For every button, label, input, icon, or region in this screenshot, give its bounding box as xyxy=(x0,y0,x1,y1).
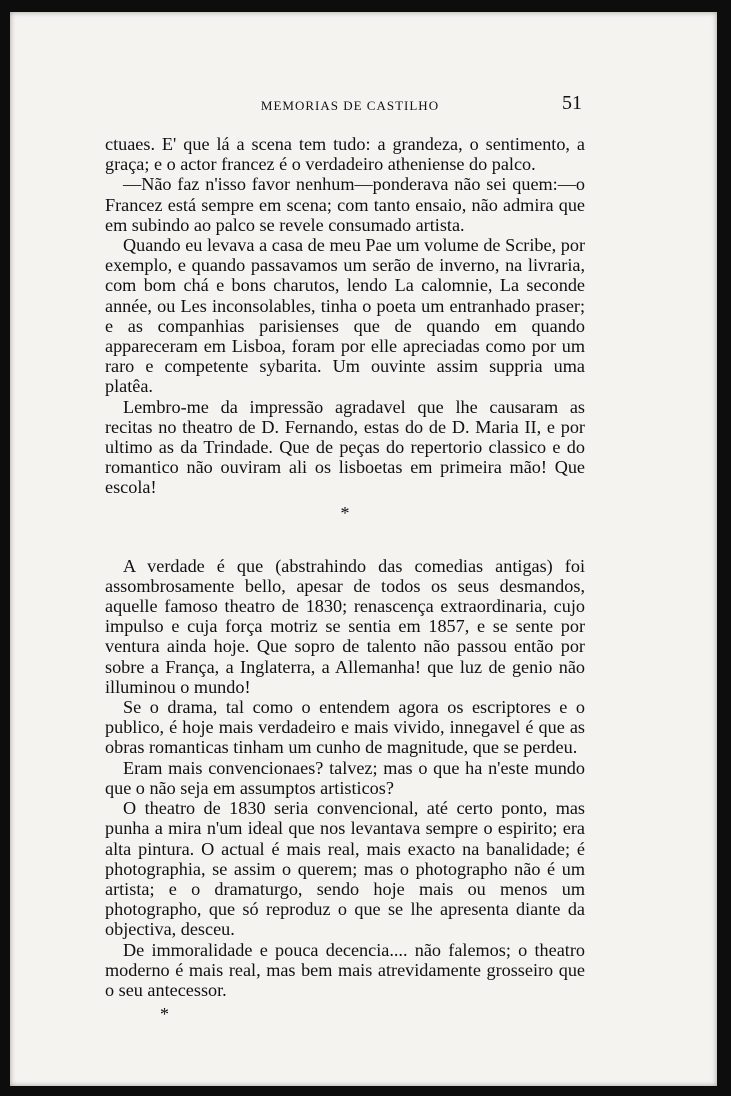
paragraph: Eram mais convencionaes? talvez; mas o que ha n'este mundo que o não seja em assumptos artisticos? xyxy=(105,757,585,798)
book-page xyxy=(10,12,717,1086)
end-separator: * xyxy=(160,1004,169,1025)
page-number: 51 xyxy=(562,92,582,114)
paragraph: ctuaes. E' que lá a scena tem tudo: a grandeza, o sentimento, a graça; e o actor francez é o verdadeiro atheniense do palco. xyxy=(105,134,585,175)
section-separator: * xyxy=(340,502,350,523)
paragraph: O theatro de 1830 seria convencional, até certo ponto, mas punha a mira n'um ideal que nos levantava sempre o espirito; era alta pintura. O actual é mais real, mais exacto na banalidade; é photographia, se assim o querem; mas o photographo não é um artista; e o dramaturgo, sendo hoje mais ou menos um photographo, que só reproduz o que se lhe apresenta diante da objectiva, desceu. xyxy=(105,798,585,940)
paragraph: De immoralidade e pouca decencia.... não falemos; o theatro moderno é mais real, mas bem mais atrevidamente grosseiro que o seu antecessor. xyxy=(105,939,585,1000)
paragraph: —Não faz n'isso favor nenhum—ponderava não sei quem:—o Francez está sempre em scena; com tanto ensaio, não admira que em subindo ao palco se revele consumado artista. xyxy=(105,174,585,235)
paragraph: A verdade é que (abstrahindo das comedias antigas) foi assombrosamente bello, apesar de todos os seus desmandos, aquelle famoso theatro de 1830; renascença extraordinaria, cujo impulso e cuja força motriz se sentia em 1857, e se sente por ventura ainda hoje. Que sopro de talento não passou então por sobre a França, a Inglaterra, a Allemanha! que luz de genio não illuminou o mundo! xyxy=(105,555,585,697)
body-text xyxy=(105,134,585,1024)
paragraph: Quando eu levava a casa de meu Pae um volume de Scribe, por exemplo, e quando passavamos um serão de inverno, na livraria, com bom chá e bons charutos, lendo La calomnie, La seconde année, ou Les inconsolables, tinha o poeta um entranhado praser; e as companhias parisienses que de quando em quando appareceram em Lisboa, foram por elle apreciadas como por um raro e competente sybarita. Um ouvinte assim suppria uma platêa. xyxy=(105,235,585,397)
paragraph: Lembro-me da impressão agradavel que lhe causaram as recitas no theatro de D. Fernando, estas do de D. Maria II, e por ultimo as da Trindade. Que de peças do repertorio classico e do romantico não ouviram ali os lisboetas em primeira mão! Que escola! xyxy=(105,396,585,498)
running-title: MEMORIAS DE CASTILHO xyxy=(260,98,440,113)
page-header xyxy=(10,94,717,118)
paragraph: Se o drama, tal como o entendem agora os escriptores e o publico, é hoje mais verdadeiro e mais vivido, innegavel é que as obras romanticas tinham um cunho de magnitude, que se perdeu. xyxy=(105,697,585,758)
